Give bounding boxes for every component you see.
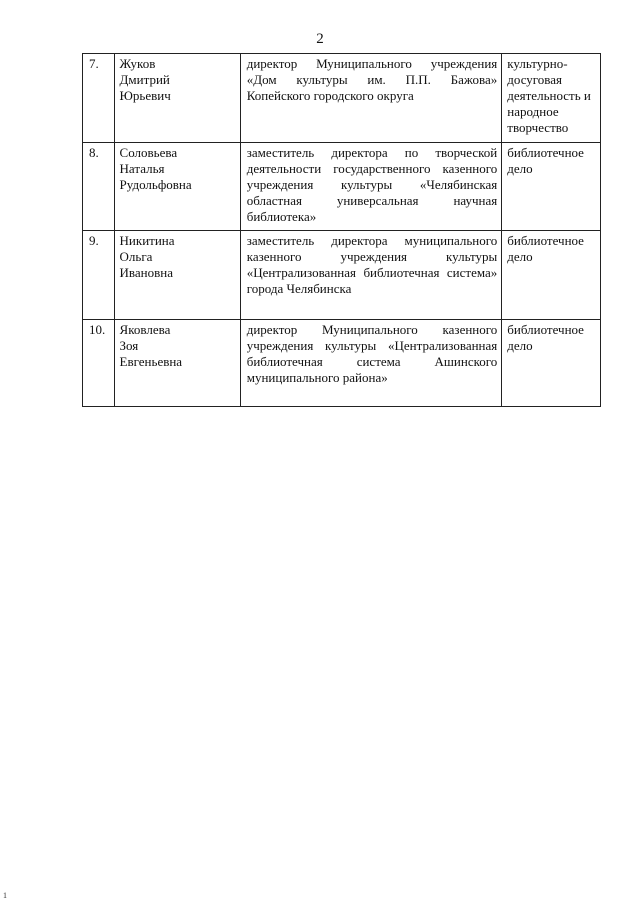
patronymic: Юрьевич xyxy=(119,88,171,103)
table-row xyxy=(83,54,601,143)
surname: Никитина xyxy=(119,233,175,248)
page-number: 2 xyxy=(316,31,324,47)
surname: Яковлева xyxy=(119,322,171,337)
surname: Жуков xyxy=(119,56,156,71)
activity-field-text: культурно-досуговая деятельность и народное творчество xyxy=(507,56,591,135)
row-number: 10. xyxy=(83,320,115,407)
first-name: Зоя xyxy=(119,338,139,353)
activity-field-text: библиотечное дело xyxy=(507,322,584,353)
patronymic: Рудольфовна xyxy=(119,177,192,192)
position-description: заместитель директора по творческой деятельности государственного казенного учреждения культуры «Челябинская областная универсальная научная библиотека» xyxy=(240,143,502,231)
position-description: директор Муниципального учреждения «Дом культуры им. П.П. Бажова» Копейского городского округа xyxy=(240,54,502,143)
person-name xyxy=(114,320,240,407)
table-row xyxy=(83,143,601,231)
patronymic: Ивановна xyxy=(119,265,173,280)
scan-corner-mark: 1 xyxy=(3,891,7,900)
person-name xyxy=(114,54,240,143)
activity-field xyxy=(502,320,601,407)
surname: Соловьева xyxy=(119,145,178,160)
table-row xyxy=(83,231,601,320)
activity-field-text: библиотечное дело xyxy=(507,145,584,176)
first-name: Дмитрий xyxy=(119,72,170,87)
table-row xyxy=(83,320,601,407)
patronymic: Евгеньевна xyxy=(119,354,183,369)
activity-field xyxy=(502,231,601,320)
row-number: 8. xyxy=(83,143,115,231)
first-name: Наталья xyxy=(119,161,165,176)
activity-field xyxy=(502,143,601,231)
award-table xyxy=(82,53,601,407)
person-name xyxy=(114,231,240,320)
first-name: Ольга xyxy=(119,249,153,264)
activity-field-text: библиотечное дело xyxy=(507,233,584,264)
row-number: 9. xyxy=(83,231,115,320)
position-description: заместитель директора муниципального казенного учреждения культуры «Централизованная библиотечная система» города Челябинска xyxy=(240,231,502,320)
person-name xyxy=(114,143,240,231)
row-number: 7. xyxy=(83,54,115,143)
position-description: директор Муниципального казенного учреждения культуры «Централизованная библиотечная система Ашинского муниципального района» xyxy=(240,320,502,407)
activity-field xyxy=(502,54,601,143)
